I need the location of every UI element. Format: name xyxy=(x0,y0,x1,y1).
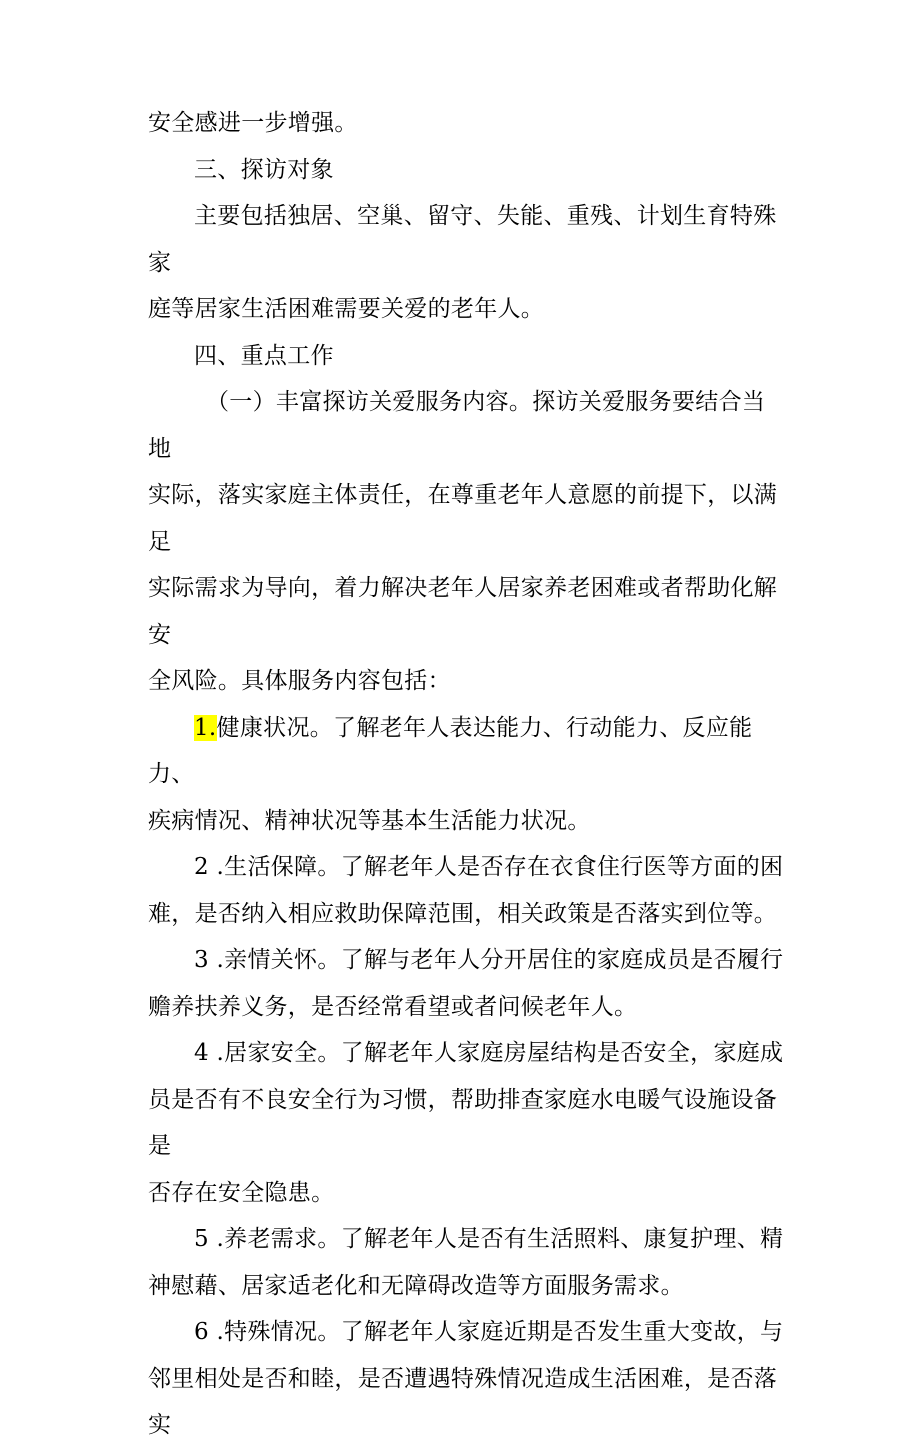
paragraph-service-content xyxy=(148,379,788,705)
list-item-3 xyxy=(148,937,788,1030)
text-line xyxy=(148,705,788,798)
list-item-5 xyxy=(148,1216,788,1309)
text-line: 6 .特殊情况。了解老年人家庭近期是否发生重大变故，与 xyxy=(194,1319,784,1345)
list-item-1 xyxy=(148,705,788,845)
text-line: 邻里相处是否和睦，是否遭遇特殊情况造成生活困难，是否落实 xyxy=(148,1365,778,1438)
text-line: 2 .生活保障。了解老年人是否存在衣食住行医等方面的困 xyxy=(194,854,784,880)
list-item-4 xyxy=(148,1030,788,1216)
text-line: （一）丰富探访关爱服务内容。探访关爱服务要结合当地 xyxy=(148,389,766,462)
text-line: 安全感进一步增强。 xyxy=(148,110,358,136)
list-item-2 xyxy=(148,844,788,937)
text-line: 主要包括独居、空巢、留守、失能、重残、计划生育特殊家 xyxy=(148,203,777,276)
heading-text: 四、重点工作 xyxy=(194,342,334,369)
text-line: 赡养扶养义务，是否经常看望或者问候老年人。 xyxy=(148,993,638,1020)
highlighted-number: 1. xyxy=(194,714,217,741)
text-line: 4 .居家安全。了解老年人家庭房屋结构是否安全，家庭成 xyxy=(194,1040,784,1066)
text-line: 实际，落实家庭主体责任，在尊重老年人意愿的前提下，以满足 xyxy=(148,482,778,555)
text-line: 神慰藉、居家适老化和无障碍改造等方面服务需求。 xyxy=(148,1272,684,1299)
text-line: 庭等居家生活困难需要关爱的老年人。 xyxy=(148,296,545,322)
item-text: 健康状况。了解老年人表达能力、行动能力、反应能力、 xyxy=(148,714,753,787)
paragraph-targets xyxy=(148,193,788,333)
document-page xyxy=(148,100,788,1449)
paragraph-continuation xyxy=(148,100,788,147)
text-line: 3 .亲情关怀。了解与老年人分开居住的家庭成员是否履行 xyxy=(194,947,784,973)
text-line: 难，是否纳入相应救助保障范围，相关政策是否落实到位等。 xyxy=(148,900,778,927)
text-line: 实际需求为导向，着力解决老年人居家养老困难或者帮助化解安 xyxy=(148,575,778,648)
heading-text: 三、探访对象 xyxy=(194,156,334,183)
text-line: 疾病情况、精神状况等基本生活能力状况。 xyxy=(148,807,591,834)
text-line: 5 .养老需求。了解老年人是否有生活照料、康复护理、精 xyxy=(194,1226,784,1252)
text-line: 否存在安全隐患。 xyxy=(148,1179,335,1206)
text-line: 全风险。具体服务内容包括： xyxy=(148,668,451,694)
list-item-6 xyxy=(148,1309,788,1449)
text-line: 员是否有不良安全行为习惯，帮助排查家庭水电暖气设施设备是 xyxy=(148,1086,778,1159)
section-heading-3 xyxy=(148,147,788,194)
section-heading-4 xyxy=(148,333,788,380)
